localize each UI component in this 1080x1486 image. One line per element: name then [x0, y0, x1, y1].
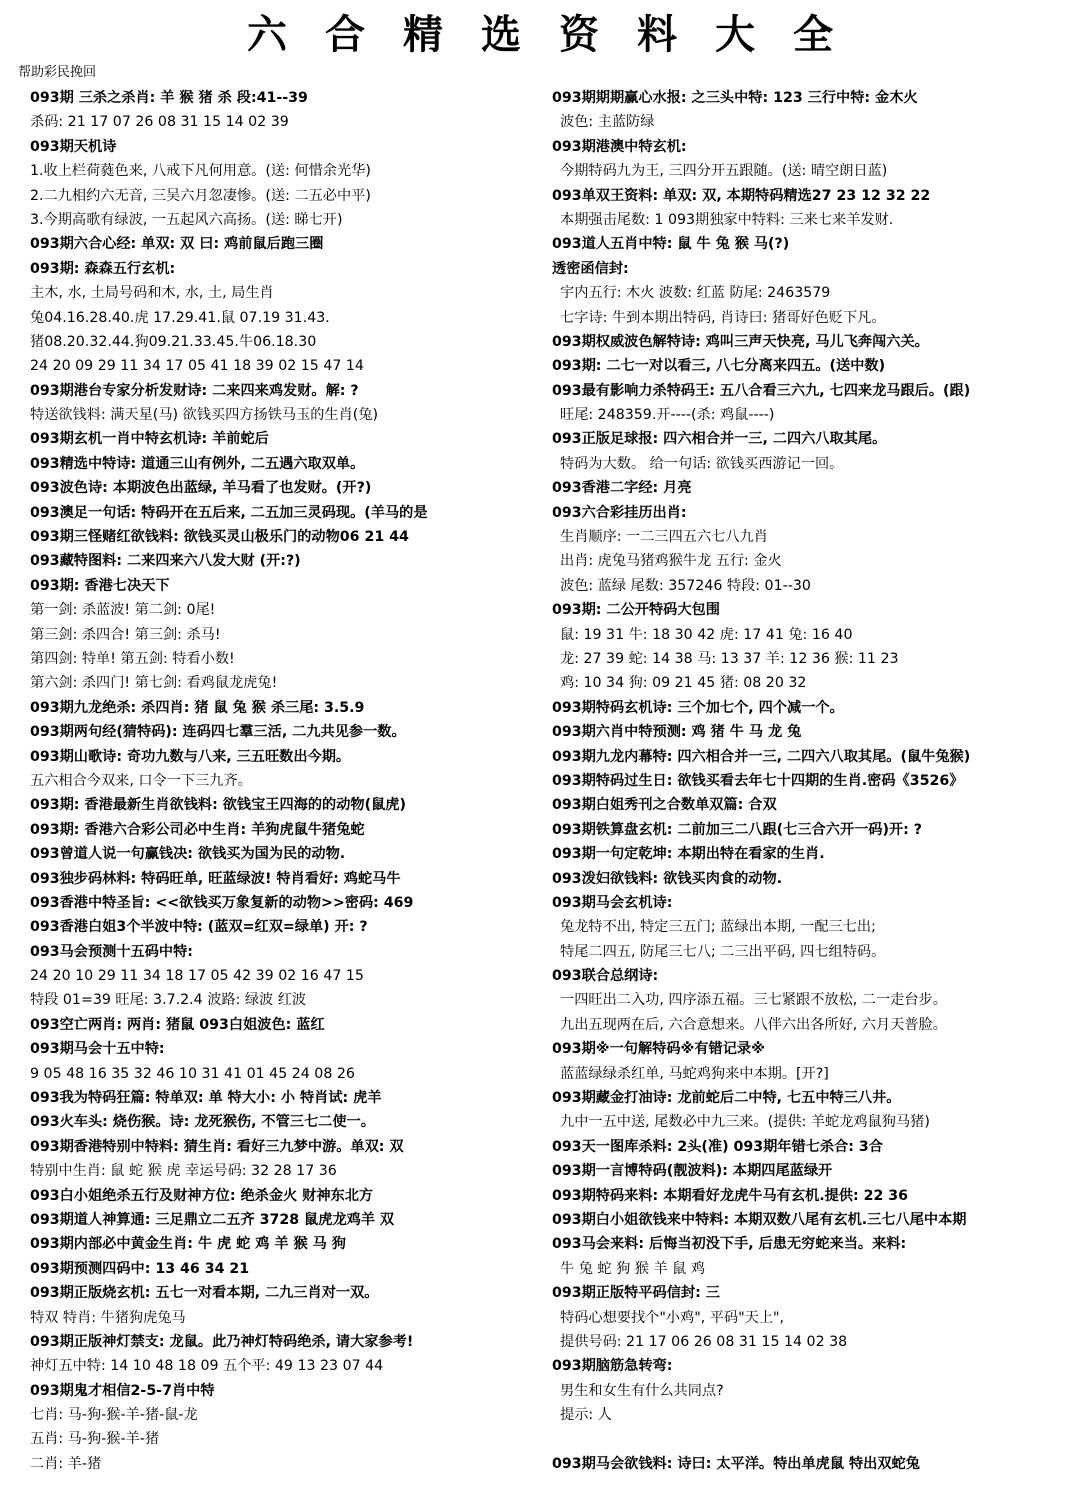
- section-heading: 093期马会欲钱料: 诗曰: 太平洋。特出单虎鼠 特出双蛇兔: [552, 1455, 920, 1472]
- section-heading: 093期道人神算通: 三足鼎立二五齐 3728 鼠虎龙鸡羊 双: [30, 1211, 395, 1228]
- text-line: 本期强击尾数: 1 093期独家中特料: 三来七来羊发财.: [560, 211, 894, 228]
- text-line: 特送欲钱料: 满天星(马) 欲钱买四方扬铁马玉的生肖(兔): [30, 407, 379, 424]
- text-line: 3.今期高歌有绿波, 一五起风六高扬。(送: 睇七开): [30, 211, 343, 228]
- section-heading: 093联合总纲诗:: [552, 968, 659, 985]
- text-line: 特别中生肖: 鼠 蛇 猴 虎 幸运号码: 32 28 17 36: [30, 1163, 337, 1180]
- section-heading: 093期六肖中特预测: 鸡 猪 牛 马 龙 兔: [552, 724, 802, 741]
- section-heading: 093期三怪赌红欲钱料: 欲钱买灵山极乐门的动物06 21 44: [30, 529, 409, 546]
- section-heading: 透密函信封:: [552, 260, 629, 277]
- section-heading: 093期: 森森五行玄机:: [30, 260, 176, 277]
- text-line: 神灯五中特: 14 10 48 18 09 五个平: 49 13 23 07 44: [30, 1358, 384, 1375]
- section-heading: 093单双王资料: 单双: 双, 本期特码精选27 23 12 32 22: [552, 187, 931, 204]
- section-heading: 093波色诗: 本期波色出蓝绿, 羊马看了也发财。(开?): [30, 480, 372, 497]
- section-heading: 093期预测四码中: 13 46 34 21: [30, 1260, 250, 1277]
- text-line: 特段 01=39 旺尾: 3.7.2.4 波路: 绿波 红波: [30, 992, 307, 1009]
- section-heading: 093期山歌诗: 奇功九数与八来, 三五旺数出今期。: [30, 748, 351, 765]
- text-line: 提供号码: 21 17 06 26 08 31 15 14 02 38: [560, 1333, 848, 1350]
- section-heading: 093澳足一句话: 特码开在五后来, 二五加三灵码现。(羊马的是: [30, 504, 428, 521]
- section-heading: 093期特码玄机诗: 三个加七个, 四个减一个。: [552, 699, 844, 716]
- section-heading: 093期藏金打油诗: 龙前蛇后二中特, 七五中特三八井。: [552, 1090, 901, 1107]
- text-line: 男生和女生有什么共同点?: [560, 1382, 724, 1399]
- section-heading: 093期马会十五中特:: [30, 1041, 165, 1058]
- text-line: 牛 兔 蛇 狗 猴 羊 鼠 鸡: [560, 1260, 706, 1277]
- text-line: 特双 特肖: 牛猪狗虎兔马: [30, 1309, 186, 1326]
- section-heading: 093我为特码狂篇: 特单双: 单 特大小: 小 特肖试: 虎羊: [30, 1090, 382, 1107]
- text-line: 第六剑: 杀四门! 第七剑: 看鸡鼠龙虎兔!: [30, 675, 278, 692]
- section-heading: 093期两句经(猜特码): 连码四七羣三活, 二九共见参一数。: [30, 724, 406, 741]
- section-heading: 093天一图库杀料: 2头(准) 093期年错七杀合: 3合: [552, 1138, 883, 1155]
- text-line: 鼠: 19 31 牛: 18 30 42 虎: 17 41 兔: 16 40: [560, 626, 853, 643]
- section-heading: 093最有影响力杀特码王: 五八合看三六九, 七四来龙马跟后。(跟): [552, 382, 971, 399]
- section-heading: 093期内部必中黄金生肖: 牛 虎 蛇 鸡 羊 猴 马 狗: [30, 1236, 346, 1253]
- right-column: [552, 86, 1072, 1476]
- text-line: 出肖: 虎兔马猪鸡猴牛龙 五行: 金火: [560, 553, 782, 570]
- text-line: 猪08.20.32.44.狗09.21.33.45.牛06.18.30: [30, 333, 317, 350]
- text-line: 提示: 人: [560, 1407, 612, 1424]
- text-line: 五六相合今双来, 口令一下三九齐。: [30, 772, 252, 789]
- section-heading: 093期正版特平码信封: 三: [552, 1285, 720, 1302]
- section-heading: 093精选中特诗: 道通三山有例外, 二五遇六取双单。: [30, 455, 365, 472]
- text-line: 生肖顺序: 一二三四五六七八九肖: [560, 529, 768, 546]
- text-line: 二肖: 羊-猪: [30, 1455, 102, 1472]
- section-heading: 093马会来料: 后悔当初没下手, 后患无穷蛇来当。来料:: [552, 1236, 907, 1253]
- page-title: 六合精选资料大全: [247, 11, 871, 58]
- section-heading: 093期权威波色解特诗: 鸡叫三声天快亮, 马儿飞奔闯六关。: [552, 333, 929, 350]
- text-line: 鸡: 10 34 狗: 09 21 45 猪: 08 20 32: [560, 675, 807, 692]
- section-heading: 093期鬼才相信2-5-7肖中特: [30, 1382, 215, 1399]
- section-heading: 093期香港特别中特料: 猜生肖: 看好三九梦中游。单双: 双: [30, 1138, 404, 1155]
- section-heading: 093期正版烧玄机: 五七一对看本期, 二九三肖对一双。: [30, 1285, 379, 1302]
- text-line: 特码为大数。 给一句话: 欲钱买西游记一回。: [560, 455, 844, 472]
- section-heading: 093期: 二七一对以看三, 八七分离来四五。(送中数): [552, 358, 886, 375]
- section-heading: 093马会预测十五码中特:: [30, 943, 193, 960]
- section-heading: 093泼妇欲钱料: 欲钱买肉食的动物.: [552, 870, 783, 887]
- text-line: 波色: 蓝绿 尾数: 357246 特段: 01--30: [560, 577, 811, 594]
- section-heading: 093期脑筋急转弯:: [552, 1358, 673, 1375]
- section-heading: 093期特码过生日: 欲钱买看去年七十四期的生肖.密码《3526》: [552, 772, 964, 789]
- text-line: 七肖: 马-狗-猴-羊-猪-鼠-龙: [30, 1407, 198, 1424]
- text-line: 24 20 10 29 11 34 18 17 05 42 39 02 16 47 15: [30, 968, 364, 985]
- section-heading: 093期港台专家分析发财诗: 二来四来鸡发财。解: ?: [30, 382, 359, 399]
- section-heading: 093期天机诗: [30, 138, 117, 155]
- section-heading: 093道人五肖中特: 鼠 牛 兔 猴 马(?): [552, 236, 790, 253]
- text-line: 兔04.16.28.40.虎 17.29.41.鼠 07.19 31.43.: [30, 309, 330, 326]
- text-line: 七字诗: 牛到本期出特码, 肖诗曰: 猪哥好色贬下凡。: [560, 309, 886, 326]
- section-heading: 093期期期赢心水报: 之三头中特: 123 三行中特: 金木火: [552, 90, 918, 106]
- text-line: 龙: 27 39 蛇: 14 38 马: 13 37 羊: 12 36 猴: 11 23: [560, 650, 899, 667]
- text-line: 兔龙特不出, 特定三五门; 蓝绿出本期, 一配三七出;: [560, 919, 876, 936]
- text-line: 蓝蓝绿绿杀红单, 马蛇鸡狗来中本期。[开?]: [560, 1065, 829, 1082]
- section-heading: 093曾道人说一句赢钱决: 欲钱买为国为民的动物.: [30, 846, 346, 863]
- text-line: 第一剑: 杀蓝波! 第二剑: 0尾!: [30, 602, 216, 619]
- section-heading: 093期 三杀之杀肖: 羊 猴 猪 杀 段:41--39: [30, 90, 308, 106]
- text-line: 24 20 09 29 11 34 17 05 41 18 39 02 15 47 14: [30, 358, 364, 375]
- section-heading: 093白小姐绝杀五行及财神方位: 绝杀金火 财神东北方: [30, 1187, 374, 1204]
- spacer: [552, 1427, 1072, 1451]
- section-heading: 093期: 香港六合彩公司必中生肖: 羊狗虎鼠牛猪兔蛇: [30, 821, 365, 838]
- section-heading: 093期玄机一肖中特玄机诗: 羊前蛇后: [30, 431, 269, 448]
- section-heading: 093期马会玄机诗:: [552, 894, 673, 911]
- text-line: 九出五现两在后, 六合意想来。八伴六出各所好, 六月天普脸。: [560, 1016, 947, 1033]
- section-heading: 093期正版神灯禁支: 龙鼠。此乃神灯特码绝杀, 请大家参考!: [30, 1333, 414, 1350]
- left-column: [30, 86, 535, 1476]
- text-line: 旺尾: 248359.开----(杀: 鸡鼠----): [560, 407, 775, 424]
- section-heading: 093独步码林料: 特码旺单, 旺蓝绿波! 特肖看好: 鸡蛇马牛: [30, 870, 401, 887]
- section-heading: 093香港中特圣旨: <<欲钱买万象复新的动物>>密码: 469: [30, 894, 414, 911]
- section-heading: 093期六合心经: 单双: 双 曰: 鸡前鼠后跑三圈: [30, 236, 324, 253]
- text-line: 第三剑: 杀四合! 第三剑: 杀马!: [30, 626, 221, 643]
- text-line: 波色: 主蓝防绿: [560, 114, 655, 131]
- section-heading: 093期白小姐欲钱来中特料: 本期双数八尾有玄机.三七八尾中本期: [552, 1211, 967, 1228]
- text-line: 1.收上栏荷蕤色来, 八戒下凡何用意。(送: 何惜余光华): [30, 163, 371, 180]
- text-line: 今期特码九为王, 三四分开五跟随。(送: 晴空朗日蓝): [560, 163, 888, 180]
- text-line: 9 05 48 16 35 32 46 10 31 41 01 45 24 08 26: [30, 1065, 355, 1082]
- subtitle: 帮助彩民挽回: [18, 65, 97, 80]
- section-heading: 093期: 二公开特码大包围: [552, 602, 720, 619]
- section-heading: 093正版足球报: 四六相合并一三, 二四六八取其尾。: [552, 431, 887, 448]
- section-heading: 093六合彩挂历出肖:: [552, 504, 687, 521]
- section-heading: 093期: 香港七决天下: [30, 577, 170, 594]
- section-heading: 093期铁算盘玄机: 二前加三二八跟(七三合六开一码)开: ?: [552, 821, 922, 838]
- section-heading: 093期港澳中特玄机:: [552, 138, 687, 155]
- text-line: 一四旺出二入功, 四序添五福。三七紧跟不放松, 二一走台步。: [560, 992, 947, 1009]
- section-heading: 093藏特图料: 二来四来六八发大财 (开:?): [30, 553, 301, 570]
- text-line: 五肖: 马-狗-猴-羊-猪: [30, 1431, 160, 1448]
- section-heading: 093期※一句解特码※有错记录※: [552, 1041, 765, 1058]
- section-heading: 093期: 香港最新生肖欲钱料: 欲钱宝王四海的的动物(鼠虎): [30, 797, 406, 814]
- section-heading: 093期一句定乾坤: 本期出特在看家的生肖.: [552, 846, 825, 863]
- section-heading: 093期九龙内幕特: 四六相合并一三, 二四六八取其尾。(鼠牛兔猴): [552, 748, 971, 765]
- section-heading: 093空亡两肖: 两肖: 猪鼠 093白姐波色: 蓝红: [30, 1016, 325, 1033]
- section-heading: 093香港二字经: 月亮: [552, 480, 692, 497]
- text-line: 杀码: 21 17 07 26 08 31 15 14 02 39: [30, 114, 289, 131]
- section-heading: 093期特码来料: 本期看好龙虎牛马有玄机.提供: 22 36: [552, 1187, 909, 1204]
- text-line: 特码心想要找个"小鸡", 平码"天上",: [560, 1309, 785, 1326]
- text-line: 主木, 水, 土局号码和木, 水, 土, 局生肖: [30, 285, 274, 302]
- section-heading: 093香港白姐3个半波中特: (蓝双=红双=绿单) 开: ?: [30, 919, 368, 936]
- text-line: 2.二九相约六无音, 三吴六月忽凄惨。(送: 二五必中平): [30, 187, 371, 204]
- text-line: 特尾二四五, 防尾三七八; 二三出平码, 四七组特码。: [560, 943, 886, 960]
- section-heading: 093期一言博特码(靓波料): 本期四尾蓝绿开: [552, 1163, 833, 1180]
- section-heading: 093期白姐秀刊之合数单双篇: 合双: [552, 797, 777, 814]
- section-heading: 093火车头: 烧伤猴。诗: 龙死猴伤, 不管三七二使一。: [30, 1114, 375, 1131]
- text-line: 九中一五中送, 尾数必中九三来。(提供: 羊蛇龙鸡鼠狗马猪): [560, 1114, 930, 1131]
- text-line: 第四剑: 特单! 第五剑: 特看小数!: [30, 650, 235, 667]
- text-line: 宇内五行: 木火 波数: 红蓝 防尾: 2463579: [560, 285, 831, 302]
- section-heading: 093期九龙绝杀: 杀四肖: 猪 鼠 兔 猴 杀三尾: 3.5.9: [30, 699, 365, 716]
